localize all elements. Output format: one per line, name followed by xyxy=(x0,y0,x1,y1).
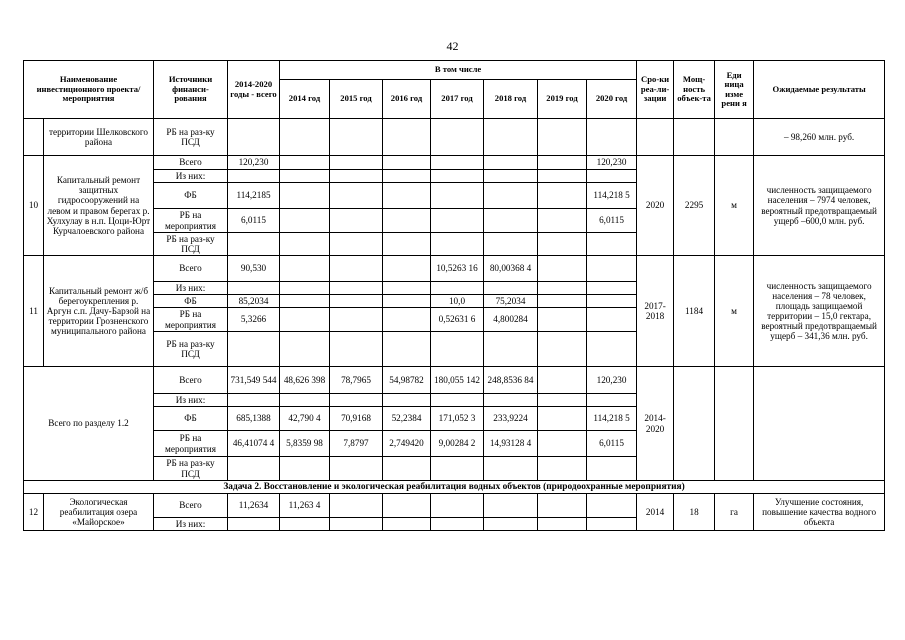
table-cell: 5,8359 98 xyxy=(280,431,330,457)
table-cell: 52,2384 xyxy=(383,407,431,431)
header-year-2014: 2014 год xyxy=(280,80,330,119)
table-cell: 10,5263 16 xyxy=(431,256,484,282)
value-total: 120,230 xyxy=(228,156,280,170)
project-11-capacity: 1184 xyxy=(674,256,715,367)
empty-cell xyxy=(280,233,330,256)
empty-cell xyxy=(228,170,280,183)
empty-cell xyxy=(484,170,538,183)
empty-cell xyxy=(228,332,280,367)
empty-cell xyxy=(280,183,330,209)
table-cell: 5,3266 xyxy=(228,308,280,332)
empty-cell xyxy=(538,431,587,457)
project-12-capacity: 18 xyxy=(674,494,715,531)
table-cell: 120,230 xyxy=(587,367,637,394)
project-12-result: Улучшение состояния, повышение качества водного объекта xyxy=(754,494,885,531)
source-label: Из них: xyxy=(154,282,228,295)
table-cell: 233,9224 xyxy=(484,407,538,431)
header-terms: Сро-ки реа-ли-зации xyxy=(637,61,674,119)
project-10-result: численность защищаемого населения – 7974 человек, вероятный предотвращаемый ущерб –600,0 млн. руб. xyxy=(754,156,885,256)
table-cell: 14,93128 4 xyxy=(484,431,538,457)
table-cell: 114,218 5 xyxy=(587,183,637,209)
empty-cell xyxy=(431,457,484,481)
empty-cell xyxy=(538,295,587,308)
source-label: Из них: xyxy=(154,170,228,183)
continuation-name: территории Шелковского района xyxy=(44,119,154,156)
project-10-number: 10 xyxy=(24,156,44,256)
empty-cell xyxy=(538,518,587,531)
table-cell: 685,1388 xyxy=(228,407,280,431)
empty-cell xyxy=(330,295,383,308)
empty-cell xyxy=(587,256,637,282)
value-2020: 120,230 xyxy=(587,156,637,170)
header-row-1 xyxy=(24,61,885,80)
empty-cell xyxy=(280,156,330,170)
table-cell: 10,0 xyxy=(431,295,484,308)
table-cell: 2,749420 xyxy=(383,431,431,457)
empty-cell xyxy=(431,332,484,367)
table-cell: 248,8536 84 xyxy=(484,367,538,394)
source-label: Всего xyxy=(154,367,228,394)
empty-cell xyxy=(383,518,431,531)
empty-cell xyxy=(484,494,538,518)
header-year-2017: 2017 год xyxy=(431,80,484,119)
empty-cell xyxy=(637,119,674,156)
empty-cell xyxy=(330,233,383,256)
empty-cell xyxy=(538,119,587,156)
table-cell: 54,98782 xyxy=(383,367,431,394)
header-year-2019: 2019 год xyxy=(538,80,587,119)
empty-cell xyxy=(228,518,280,531)
empty-cell xyxy=(431,518,484,531)
table-cell: 0,52631 6 xyxy=(431,308,484,332)
empty-cell xyxy=(538,233,587,256)
empty-cell xyxy=(674,119,715,156)
header-capacity: Мощ-ность объек-та xyxy=(674,61,715,119)
source-label: РБ на раз-ку ПСД xyxy=(154,457,228,481)
table-cell: 731,549 544 xyxy=(228,367,280,394)
project-10-name: Капитальный ремонт защитных гидросооружений на левом и правом берегах р. Хулхулау в н.п. Цоци-Юрт Курчалоевского района xyxy=(44,156,154,256)
table-row xyxy=(24,256,885,282)
empty-cell xyxy=(674,367,715,481)
project-11-result: численность защищаемого населения – 78 человек, площадь защищаемой территории – 15,0 гектара, вероятный предотвращаемый ущерб – 341,36 млн. руб. xyxy=(754,256,885,367)
page-number: 42 xyxy=(446,39,459,53)
empty-cell xyxy=(383,156,431,170)
empty-cell xyxy=(280,308,330,332)
table-row xyxy=(24,494,885,518)
empty-cell xyxy=(383,256,431,282)
table-row xyxy=(24,367,885,394)
empty-cell xyxy=(587,295,637,308)
header-total: 2014-2020 годы - всего xyxy=(228,61,280,119)
empty-cell xyxy=(754,367,885,481)
empty-cell xyxy=(538,209,587,233)
continuation-num-cell xyxy=(24,119,44,156)
table-cell: 114,218 5 xyxy=(587,407,637,431)
empty-cell xyxy=(383,308,431,332)
table-cell: 11,263 4 xyxy=(280,494,330,518)
empty-cell xyxy=(538,494,587,518)
header-results: Ожидаемые результаты xyxy=(754,61,885,119)
table-cell: 7,8797 xyxy=(330,431,383,457)
empty-cell xyxy=(383,282,431,295)
empty-cell xyxy=(383,233,431,256)
source-label: РБ на раз-ку ПСД xyxy=(154,332,228,367)
empty-cell xyxy=(228,457,280,481)
empty-cell xyxy=(538,308,587,332)
source-label: РБ на мероприятия xyxy=(154,431,228,457)
empty-cell xyxy=(431,494,484,518)
empty-cell xyxy=(280,457,330,481)
empty-cell xyxy=(330,183,383,209)
continuation-row xyxy=(24,119,885,156)
empty-cell xyxy=(431,183,484,209)
header-year-2015: 2015 год xyxy=(330,80,383,119)
source-label: ФБ xyxy=(154,295,228,308)
investment-table xyxy=(23,60,885,531)
empty-cell xyxy=(383,494,431,518)
project-12-terms: 2014 xyxy=(637,494,674,531)
empty-cell xyxy=(484,394,538,407)
empty-cell xyxy=(538,457,587,481)
empty-cell xyxy=(431,233,484,256)
empty-cell xyxy=(280,209,330,233)
empty-cell xyxy=(383,183,431,209)
empty-cell xyxy=(431,156,484,170)
empty-cell xyxy=(538,407,587,431)
empty-cell xyxy=(330,156,383,170)
header-name: Наименование инвестиционного проекта/мероприятия xyxy=(24,61,154,119)
table-cell: 85,2034 xyxy=(228,295,280,308)
section-terms: 2014-2020 xyxy=(637,367,674,481)
empty-cell xyxy=(538,332,587,367)
empty-cell xyxy=(484,233,538,256)
header-sources: Источники финанси-рования xyxy=(154,61,228,119)
empty-cell xyxy=(330,332,383,367)
header-including: В том числе xyxy=(280,61,637,80)
empty-cell xyxy=(280,295,330,308)
header-unit: Еди ница изме рени я xyxy=(715,61,754,119)
header-year-2018: 2018 год xyxy=(484,80,538,119)
empty-cell xyxy=(280,518,330,531)
table-cell: 78,7965 xyxy=(330,367,383,394)
table-cell: 70,9168 xyxy=(330,407,383,431)
empty-cell xyxy=(383,394,431,407)
project-10-capacity: 2295 xyxy=(674,156,715,256)
project-11-number: 11 xyxy=(24,256,44,367)
empty-cell xyxy=(431,170,484,183)
project-12-name: Экологическая реабилитация озера «Майорское» xyxy=(44,494,154,531)
table-row xyxy=(24,156,885,170)
empty-cell xyxy=(228,119,280,156)
empty-cell xyxy=(587,518,637,531)
empty-cell xyxy=(330,256,383,282)
empty-cell xyxy=(280,394,330,407)
table-cell: 11,2634 xyxy=(228,494,280,518)
table-cell: 6,0115 xyxy=(587,209,637,233)
empty-cell xyxy=(431,394,484,407)
empty-cell xyxy=(383,295,431,308)
empty-cell xyxy=(330,494,383,518)
table-cell: 42,790 4 xyxy=(280,407,330,431)
empty-cell xyxy=(587,457,637,481)
table-cell: 4,800284 xyxy=(484,308,538,332)
empty-cell xyxy=(280,170,330,183)
empty-cell xyxy=(431,282,484,295)
empty-cell xyxy=(715,119,754,156)
empty-cell xyxy=(330,308,383,332)
table-cell: 180,055 142 xyxy=(431,367,484,394)
empty-cell xyxy=(484,457,538,481)
empty-cell xyxy=(538,282,587,295)
header-year-2020: 2020 год xyxy=(587,80,637,119)
task-2-heading: Задача 2. Восстановление и экологическая реабилитация водных объектов (природоохранные мероприятия) xyxy=(24,481,885,494)
empty-cell xyxy=(538,256,587,282)
project-11-terms: 2017-2018 xyxy=(637,256,674,367)
empty-cell xyxy=(330,282,383,295)
empty-cell xyxy=(228,394,280,407)
table-cell: 171,052 3 xyxy=(431,407,484,431)
empty-cell xyxy=(484,518,538,531)
continuation-result: – 98,260 млн. руб. xyxy=(754,119,885,156)
empty-cell xyxy=(715,367,754,481)
empty-cell xyxy=(587,233,637,256)
empty-cell xyxy=(330,209,383,233)
empty-cell xyxy=(228,282,280,295)
project-10-terms: 2020 xyxy=(637,156,674,256)
empty-cell xyxy=(587,308,637,332)
empty-cell xyxy=(587,170,637,183)
project-11-unit: м xyxy=(715,256,754,367)
empty-cell xyxy=(330,119,383,156)
empty-cell xyxy=(484,119,538,156)
empty-cell xyxy=(484,282,538,295)
source-label: ФБ xyxy=(154,183,228,209)
empty-cell xyxy=(383,209,431,233)
empty-cell xyxy=(383,332,431,367)
task-row xyxy=(24,481,885,494)
empty-cell xyxy=(431,119,484,156)
project-10-unit: м xyxy=(715,156,754,256)
empty-cell xyxy=(538,170,587,183)
source-label: РБ на раз-ку ПСД xyxy=(154,233,228,256)
empty-cell xyxy=(587,494,637,518)
header-year-2016: 2016 год xyxy=(383,80,431,119)
table-cell: 75,2034 xyxy=(484,295,538,308)
table-cell: 6,0115 xyxy=(587,431,637,457)
table-cell: 48,626 398 xyxy=(280,367,330,394)
empty-cell xyxy=(587,119,637,156)
empty-cell xyxy=(484,183,538,209)
empty-cell xyxy=(484,209,538,233)
source-label: Всего xyxy=(154,494,228,518)
empty-cell xyxy=(280,282,330,295)
empty-cell xyxy=(538,183,587,209)
section-total-label: Всего по разделу 1.2 xyxy=(24,367,154,481)
table-cell: 9,00284 2 xyxy=(431,431,484,457)
source-label: ФБ xyxy=(154,407,228,431)
table-cell: 90,530 xyxy=(228,256,280,282)
source-label: РБ на мероприятия xyxy=(154,209,228,233)
project-11-name: Капитальный ремонт ж/б берегоукрепления р. Аргун с.п. Дачу-Барзой на территории Грозненского муниципального района xyxy=(44,256,154,367)
empty-cell xyxy=(228,233,280,256)
source-label: РБ на мероприятия xyxy=(154,308,228,332)
source-label: Из них: xyxy=(154,394,228,407)
continuation-source: РБ на раз-ку ПСД xyxy=(154,119,228,156)
empty-cell xyxy=(383,119,431,156)
empty-cell xyxy=(330,394,383,407)
empty-cell xyxy=(330,457,383,481)
empty-cell xyxy=(330,170,383,183)
table-cell: 6,0115 xyxy=(228,209,280,233)
empty-cell xyxy=(330,518,383,531)
empty-cell xyxy=(383,457,431,481)
empty-cell xyxy=(280,332,330,367)
empty-cell xyxy=(431,209,484,233)
empty-cell xyxy=(587,282,637,295)
source-label: Из них: xyxy=(154,518,228,531)
source-label: Всего xyxy=(154,156,228,170)
empty-cell xyxy=(280,119,330,156)
empty-cell xyxy=(538,156,587,170)
empty-cell xyxy=(587,394,637,407)
empty-cell xyxy=(587,332,637,367)
empty-cell xyxy=(383,170,431,183)
project-12-unit: га xyxy=(715,494,754,531)
empty-cell xyxy=(538,394,587,407)
empty-cell xyxy=(538,367,587,394)
source-label: Всего xyxy=(154,256,228,282)
empty-cell xyxy=(484,332,538,367)
table-cell: 46,41074 4 xyxy=(228,431,280,457)
project-12-number: 12 xyxy=(24,494,44,531)
empty-cell xyxy=(280,256,330,282)
table-cell: 80,00368 4 xyxy=(484,256,538,282)
table-cell: 114,2185 xyxy=(228,183,280,209)
empty-cell xyxy=(484,156,538,170)
